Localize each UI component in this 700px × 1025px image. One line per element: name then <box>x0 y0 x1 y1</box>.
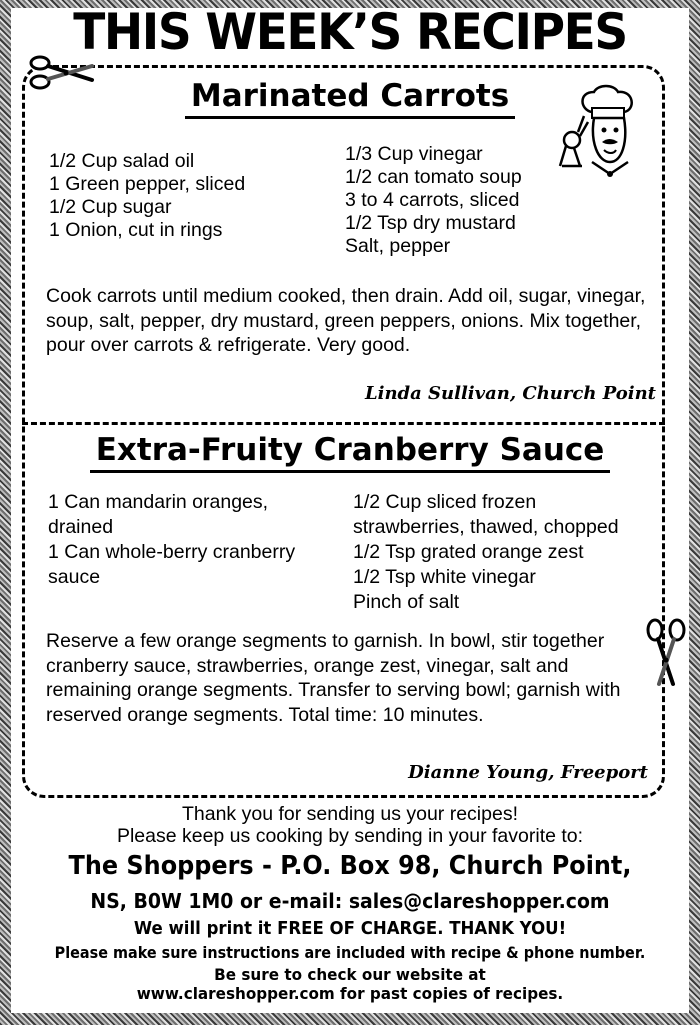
ingredient: 1 Green pepper, sliced <box>49 173 246 195</box>
ingredient: 1/2 Cup sliced frozen <box>353 491 537 513</box>
recipe-instructions: Cook carrots until medium cooked, then drain. Add oil, sugar, vinegar, soup, salt, pepper, dry mustard, green peppers, onions. Mix together, pour over carrots & refrigerate. Very good. <box>46 285 646 356</box>
ingredient: Pinch of salt <box>353 591 460 613</box>
page-headline: THIS WEEK’S RECIPES <box>73 3 627 61</box>
recipe-title <box>0 78 700 119</box>
ingredient: 1/3 Cup vinegar <box>345 143 483 165</box>
ingredient: sauce <box>48 566 101 588</box>
ingredient: 1/2 can tomato soup <box>345 166 522 188</box>
footer-free-of-charge: We will print it FREE OF CHARGE. THANK YOU! <box>133 918 567 939</box>
scissors-icon <box>643 618 689 688</box>
ingredient: 1/2 Cup sugar <box>49 196 172 218</box>
recipe-divider <box>22 422 665 425</box>
ingredients-left <box>49 150 245 242</box>
ingredient: drained <box>48 516 114 538</box>
ingredients-right <box>353 490 619 615</box>
footer-address-line1: The Shoppers - P.O. Box 98, Church Point, <box>68 851 632 881</box>
ingredient: strawberries, thawed, chopped <box>353 516 619 538</box>
ingredient: 3 to 4 carrots, sliced <box>345 189 520 211</box>
recipe-instructions: Reserve a few orange segments to garnish. In bowl, stir together cranberry sauce, strawberries, orange zest, vinegar, salt and remaining orange segments. Transfer to serving bowl; garnish with reserved orange segments. Total time: 10 minutes. <box>46 630 621 726</box>
footer-instructions-note: Please make sure instructions are included with recipe & phone number. <box>54 943 646 962</box>
ingredient: 1/2 Tsp white vinegar <box>353 566 536 588</box>
ingredients-right <box>345 143 522 258</box>
ingredient: 1 Can mandarin oranges, <box>48 491 269 513</box>
ingredient: 1/2 Cup salad oil <box>49 150 195 172</box>
footer-website-line1: Be sure to check our website at <box>214 965 486 984</box>
recipe-title-text: Marinated Carrots <box>185 78 515 119</box>
ingredient: 1/2 Tsp grated orange zest <box>353 541 584 563</box>
footer-thanks: Thank you for sending us your recipes! <box>181 803 518 825</box>
recipe-title <box>0 432 700 473</box>
ingredient: 1 Onion, cut in rings <box>49 219 223 241</box>
ingredient: 1 Can whole-berry cranberry <box>48 541 296 563</box>
ingredient: 1/2 Tsp dry mustard <box>345 212 516 234</box>
footer-website-line2: www.clareshopper.com for past copies of recipes. <box>136 984 564 1003</box>
footer-address-line2: NS, B0W 1M0 or e-mail: sales@clareshopper.com <box>90 889 610 913</box>
footer-keep-cooking: Please keep us cooking by sending in your favorite to: <box>116 825 584 847</box>
ingredients-left <box>48 490 295 590</box>
recipe-credit: Linda Sullivan, Church Point <box>364 383 656 404</box>
ingredient: Salt, pepper <box>345 235 451 257</box>
recipe-credit: Dianne Young, Freeport <box>408 762 648 783</box>
recipe-title-text: Extra-Fruity Cranberry Sauce <box>90 432 611 473</box>
